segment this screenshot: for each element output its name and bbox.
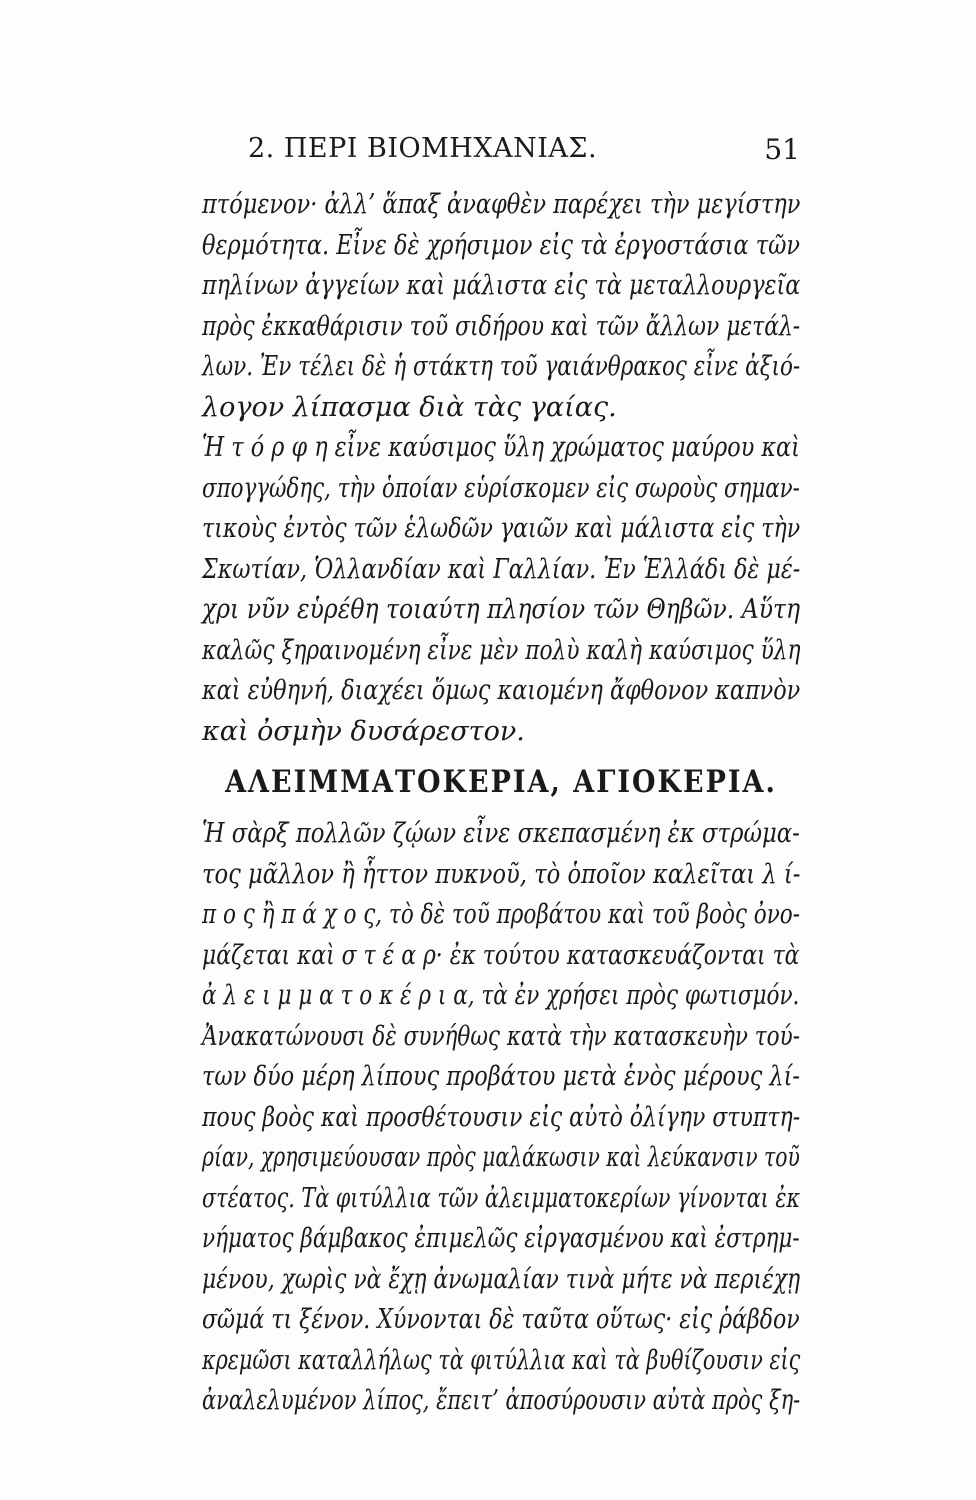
text-line: καὶ ὀσμὴν δυσάρεστον. [202, 715, 525, 747]
text-line: λων. Ἐν τέλει δὲ ἡ στάκτη τοῦ γαιάνθρακος εἶνε ἀξιό- [202, 351, 801, 382]
section-heading: ΑΛΕΙΜΜΑΤΟΚΕΡΙΑ, ΑΓΙΟΚΕΡΙΑ. [225, 764, 777, 801]
text-line: σῶμά τι ξένον. Χύνονται δὲ ταῦτα οὕτως· εἰς ῥάβδον [202, 1304, 800, 1335]
text-line: καλῶς ξηραινομένη εἶνε μὲν πολὺ καλὴ καύσιμος ὕλη [202, 634, 801, 666]
text-line: ἀναλελυμένον λίπος, ἔπειτ’ ἀποσύρουσιν αὐτὰ πρὸς ξη- [202, 1385, 801, 1416]
text-line: Ἡ τ ό ρ φ η εἶνε καύσιμος ὕλη χρώματος μαύρου καὶ [202, 432, 800, 463]
running-head: 2. ΠΕΡΙ ΒΙΟΜΗΧΑΝΙΑΣ. [248, 133, 598, 164]
text-line: πρὸς ἐκκαθάρισιν τοῦ σιδήρου καὶ τῶν ἄλλων μετάλ- [202, 310, 801, 342]
text-line: Σκωτίαν, Ὁλλανδίαν καὶ Γαλλίαν. Ἐν Ἑλλάδι δὲ μέ- [202, 553, 801, 585]
text-line: νήματος βάμβακος ἐπιμελῶς εἰργασμένου καὶ ἐστρημ- [202, 1223, 800, 1254]
text-line: μένου, χωρὶς νὰ ἔχῃ ἀνωμαλίαν τινὰ μήτε νὰ περιέχῃ [202, 1263, 801, 1295]
text-line: ρίαν, χρησιμεύουσαν πρὸς μαλάκωσιν καὶ λεύκανσιν τοῦ [202, 1142, 800, 1173]
page-header [248, 133, 800, 173]
text-line: τος μᾶλλον ἢ ἧττον πυκνοῦ, τὸ ὁποῖον καλεῖται λ ί- [202, 858, 801, 890]
text-line: π ο ς ἢ π ά χ ο ς, τὸ δὲ τοῦ προβάτου καὶ τοῦ βοὸς ὀνο- [202, 899, 800, 930]
text-line: τικοὺς ἐντὸς τῶν ἑλωδῶν γαιῶν καὶ μάλιστα εἰς τὴν [202, 513, 801, 544]
text-line: θερμότητα. Εἶνε δὲ χρήσιμον εἰς τὰ ἐργοστάσια τῶν [202, 229, 800, 261]
page-number: 51 [764, 133, 800, 166]
text-line: πους βοὸς καὶ προσθέτουσιν εἰς αὐτὸ ὀλίγην στυπτη- [202, 1101, 801, 1133]
text-line: λογον λίπασμα διὰ τὰς γαίας. [202, 391, 617, 423]
text-line: Ἡ σὰρξ πολλῶν ζῴων εἶνε σκεπασμένη ἐκ στρώμα- [202, 818, 800, 849]
text-line: των δύο μέρη λίπους προβάτου μετὰ ἑνὸς μέρους λί- [202, 1061, 800, 1092]
text-line: ἀ λ ε ι μ μ α τ ο κ έ ρ ι α, τὰ ἐν χρήσει πρὸς φωτισμόν. [202, 980, 800, 1011]
text-line: σπογγώδης, τὴν ὁποίαν εὑρίσκομεν εἰς σωροὺς σημαν- [202, 472, 800, 504]
text-line: χρι νῦν εὑρέθη τοιαύτη πλησίον τῶν Θηβῶν. Αὕτη [202, 594, 801, 625]
text-line: Ἀνακατώνουσι δὲ συνήθως κατὰ τὴν κατασκευὴν τού- [202, 1020, 800, 1052]
text-line: κρεμῶσι καταλλήλως τὰ φιτύλλια καὶ τὰ βυθίζουσιν εἰς [202, 1344, 801, 1376]
text-line: καὶ εὐθηνή, διαχέει ὅμως καιομένη ἄφθονον καπνὸν [202, 675, 801, 706]
text-line: πτόμενον· ἀλλ’ ἅπαξ ἀναφθὲν παρέχει τὴν μεγίστην [202, 189, 801, 220]
body-text [202, 185, 800, 1422]
text-line: στέατος. Τὰ φιτύλλια τῶν ἀλειμματοκερίων γίνονται ἐκ [202, 1182, 801, 1214]
text-line: πηλίνων ἀγγείων καὶ μάλιστα εἰς τὰ μεταλλουργεῖα [202, 270, 801, 301]
text-line: μάζεται καὶ σ τ έ α ρ· ἐκ τούτου κατασκευάζονται τὰ [202, 939, 800, 971]
